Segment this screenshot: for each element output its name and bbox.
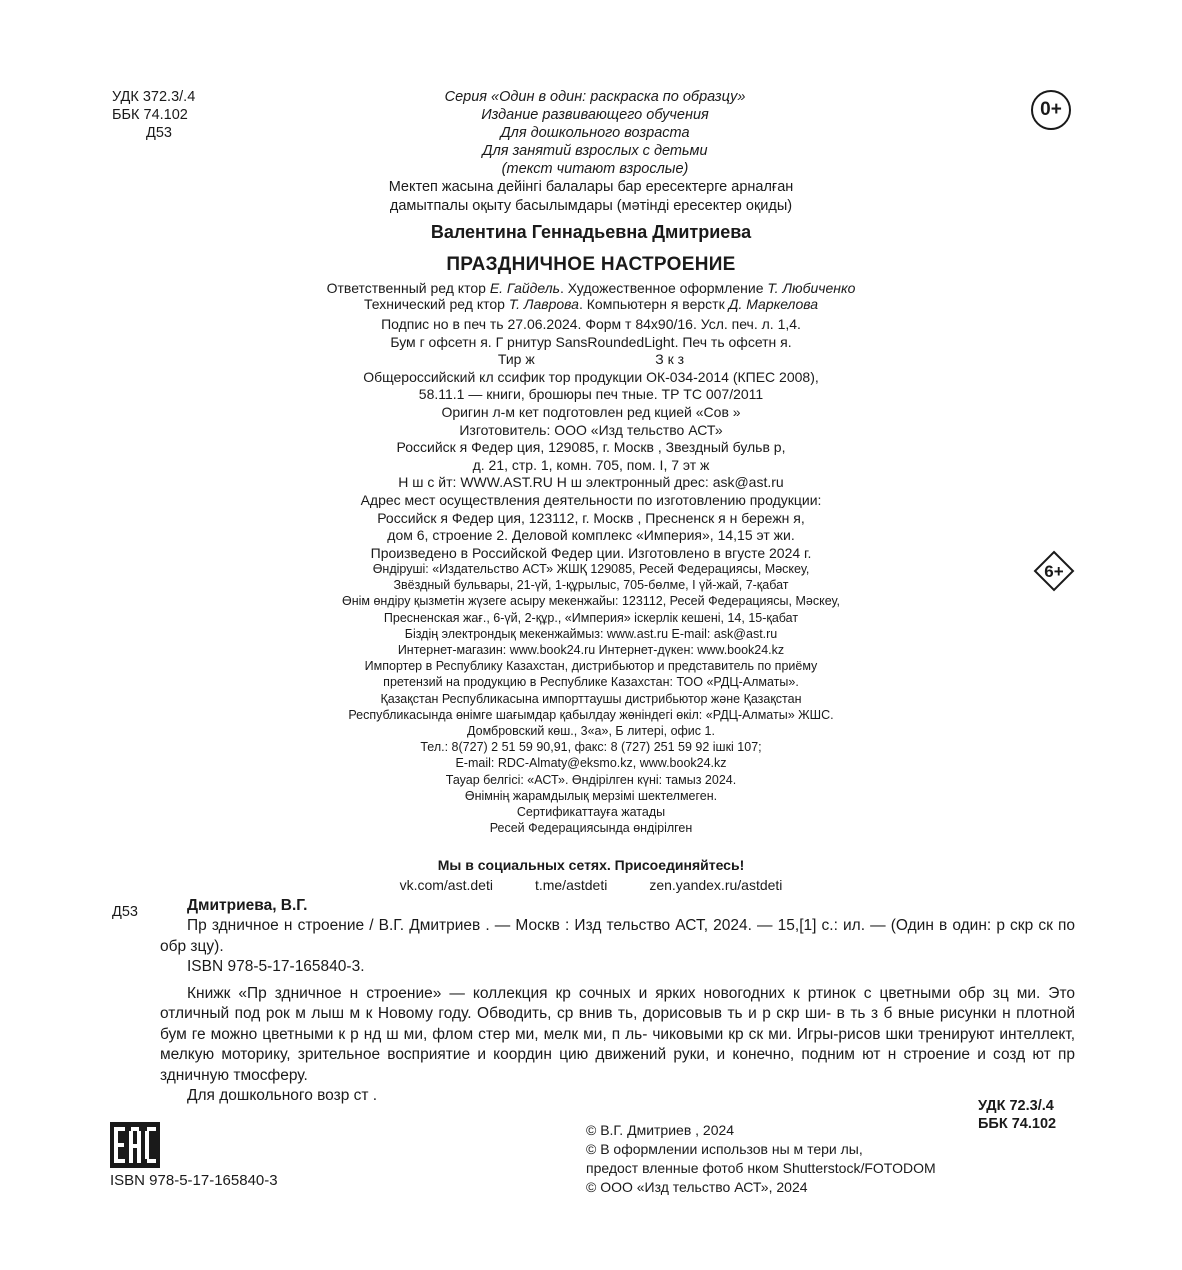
kazakh-imprint-line: Біздің электрондық мекенжаймыз: www.ast.ru E-mail: ask@ast.ru (404, 626, 778, 641)
series-line: Издание развивающего обучения (481, 107, 709, 123)
book-title: ПРАЗДНИЧНОЕ НАСТРОЕНИЕ (446, 254, 736, 275)
kazakh-imprint-line: Өндіруші: «Издательство АСТ» ЖШҚ 129085, Ресей Федерациясы, Мәскеу, (372, 562, 810, 576)
social-heading: Мы в социальных сетях. Присоединяйтесь! (437, 857, 745, 873)
imprint-line: д. 21, стр. 1, комн. 705, пом. I, 7 эт ж (472, 456, 710, 473)
imprint-line: Н ш с йт: WWW.AST.RU Н ш электронный дрес: ask@ast.ru (398, 474, 784, 491)
kazakh-line: Мектеп жасына дейінгі балалары бар ересектерге арналған (388, 179, 794, 195)
imprint-line: Российск я Федер ция, 123112, г. Москв , Пресненск я н бережн я, (377, 509, 805, 526)
imprint-line: дом 6, строение 2. Деловой комплекс «Империя», 14,15 эт жи. (387, 527, 795, 544)
bib-isbn: ISBN 978-5-17-165840-3. (187, 958, 365, 975)
layout-designer-name: Д. Маркелова (728, 296, 819, 312)
eac-logo (110, 1122, 160, 1168)
isbn-bottom: ISBN 978-5-17-165840-3 (110, 1172, 278, 1189)
imprint-line: Тир ж З к з (497, 351, 685, 368)
vk-link[interactable]: vk.com/ast.deti (399, 877, 493, 893)
kazakh-audience-note (0, 178, 1182, 216)
telegram-link[interactable]: t.me/astdeti (534, 877, 608, 893)
udk-code: УДК 372.3/.4 (112, 89, 196, 105)
bib-author-mark: Д53 (112, 904, 138, 920)
author-mark: Д53 (146, 125, 172, 141)
imprint-line: Подпис но в печ ть 27.06.2024. Форм т 84x90/16. Усл. печ. л. 1,4. (381, 316, 801, 332)
bib-citation: Пр здничное н строение / В.Г. Дмитриев . — Москв : Изд тельство АСТ, 2024. — 15,[1] с.: ил. — (Один в один: р скр ск по обр зцу). (160, 917, 1075, 955)
bibliographic-description (160, 916, 1075, 1107)
kazakh-imprint-line: Интернет-магазин: www.book24.ru Интернет-дүкен: www.book24.kz (397, 643, 785, 658)
kazakh-imprint-line: Тауар белгісі: «АСТ». Өндірілген күні: тамыз 2024. (445, 772, 737, 787)
kazakh-imprint-line: претензий на продукцию в Республике Казахстан: ТОО «РДЦ-Алматы». (383, 675, 799, 690)
bottom-udk: УДК 72.3/.4 (978, 1098, 1054, 1114)
imprint-line: Бум г офсетн я. Г рнитур SansRoundedLight. Печ ть офсетн я. (390, 333, 792, 350)
copyright-line: © ООО «Изд тельство АСТ», 2024 (586, 1179, 808, 1195)
kazakh-imprint-line: E-mail: RDC-Almaty@eksmo.kz, www.book24.kz (455, 756, 727, 771)
bbk-code: ББК 74.102 (112, 107, 188, 123)
kazakh-imprint (0, 561, 1182, 836)
kazakh-imprint-line: Импортер в Республику Казахстан, дистрибьютор и представитель по приёму (364, 659, 818, 674)
imprint-line: Российск я Федер ция, 129085, г. Москв , Звездный бульв р, (396, 439, 786, 456)
editors-line-2: Технический ред ктор Т. Лаврова. Компьютерн я верстк Д. Маркелова (363, 296, 819, 312)
editors-line-1: Ответственный ред ктор Е. Гайдель. Художественное оформление Т. Любиченко (326, 280, 856, 296)
author-name: Валентина Геннадьевна Дмитриева (430, 222, 752, 242)
age-rating-0-plus-icon: 0+ (1031, 90, 1071, 130)
diamond-icon (1033, 550, 1075, 592)
imprint-line: Изготовитель: ООО «Изд тельство АСТ» (459, 421, 723, 438)
copyright-line: © В оформлении использов ны м тери лы, (586, 1141, 863, 1157)
series-line: Серия «Один в один: раскраска по образцу» (444, 89, 746, 105)
social-links (0, 877, 1182, 893)
bib-annotation: Книжк «Пр здничное н строение» — коллекция кр сочных и ярких новогодних к ртинок с цветными обр зц ми. Это отличный под рок м лыш м к Новому году. Обводить, ср внив ть, дорисовыв ть и р скр ши- в ть з б вные рисунки н плотной бум ге можно цветными к р нд ш ми, флом стер ми, мелк ми, п ль- чиковыми кр ск ми. Игры-рисов шки тренируют интеллект, мелкую моторику, зрительное восприятие и координ цию движений руки, и конечно, подним ют н строение и созд ют пр здничную тмосферу. (160, 984, 1075, 1084)
kazakh-imprint-line: Өнім өндіру қызметін жүзеге асыру мекенжайы: 123112, Ресей Федерациясы, Мәскеу, (342, 594, 840, 609)
imprint-line: Произведено в Российской Федер ции. Изготовлено в вгусте 2024 г. (370, 544, 812, 561)
bottom-bbk: ББК 74.102 (978, 1116, 1057, 1132)
editors-credits (0, 280, 1182, 312)
bib-author: Дмитриева, В.Г. (187, 897, 308, 914)
kazakh-imprint-line: Сертификаттауға жатады (516, 805, 666, 820)
kazakh-imprint-line: Пресненская жағ., 6-үй, 2-құр., «Империя» іскерлік кешені, 14, 15-қабат (383, 610, 799, 625)
series-line: (текст читают взрослые) (501, 161, 689, 177)
copyright-block (586, 1121, 936, 1197)
copyright-line: предост вленные фотоб нком Shutterstock/FOTODOM (586, 1160, 936, 1176)
bottom-classification-codes (978, 1097, 1056, 1133)
tech-editor-name: Т. Лаврова (508, 296, 579, 312)
imprint-line: Общероссийский кл ссифик тор продукции ОК-034-2014 (КПЕС 2008), (363, 368, 819, 385)
imprint-details (0, 316, 1182, 562)
kazakh-imprint-line: Ресей Федерациясында өндірілген (489, 821, 693, 836)
art-designer-name: Т. Любиченко (767, 280, 856, 296)
kazakh-imprint-line: Тел.: 8(727) 2 51 59 90,91, факс: 8 (727) 251 59 92 ішкі 107; (420, 740, 762, 755)
series-line: Для дошкольного возраста (500, 125, 690, 141)
age-rating-6-plus: 6+ (1044, 562, 1064, 581)
kazakh-imprint-line: Өнімнің жарамдылық мерзімі шектелмеген. (464, 788, 718, 803)
bib-age: Для дошкольного возр ст . (187, 1087, 378, 1104)
zen-link[interactable]: zen.yandex.ru/astdeti (649, 877, 783, 893)
kazakh-imprint-line: Республикасында өнімге шағымдар қабылдау жөніндегі өкіл: «РДЦ-Алматы» ЖШС. (348, 707, 834, 722)
chief-editor-name: Е. Гайдель (489, 280, 560, 296)
kazakh-imprint-line: Қазақстан Республикасына импорттаушы дистрибьютор және Қазақстан (380, 691, 802, 706)
imprint-line: Адрес мест осуществления деятельности по изготовлению продукции: (360, 491, 822, 508)
age-rating-6-plus-badge (1033, 550, 1075, 592)
imprint-line: Оригин л-м кет подготовлен ред кцией «Сов » (441, 403, 741, 420)
kazakh-line: дамытпалы оқыту басылымдары (мәтінді ересектер оқиды) (389, 198, 793, 214)
kazakh-imprint-line: Звёздный бульвары, 21-үй, 1-құрылыс, 705-бөлме, I үй-жай, 7-қабат (393, 578, 789, 593)
copyright-line: © В.Г. Дмитриев , 2024 (586, 1122, 735, 1138)
kazakh-imprint-line: Домбровский көш., 3«а», Б литері, офис 1. (467, 724, 715, 739)
series-info (0, 88, 1182, 178)
eac-mark-icon (110, 1122, 160, 1173)
series-line: Для занятий взрослых с детьми (482, 143, 708, 159)
imprint-line: 58.11.1 — книги, брошюры печ тные. ТР ТС 007/2011 (418, 386, 764, 403)
